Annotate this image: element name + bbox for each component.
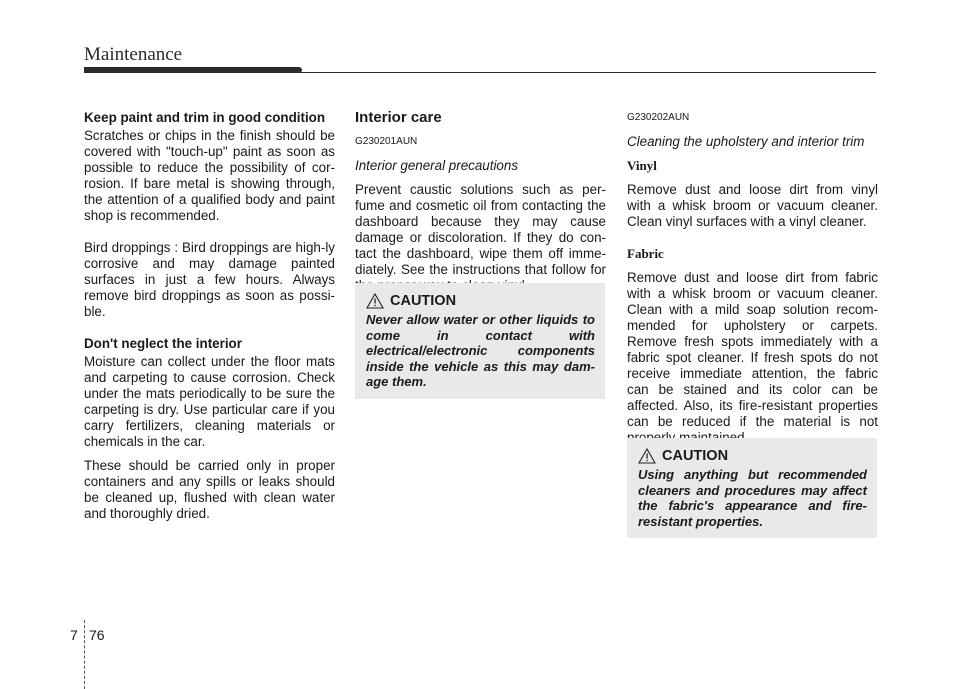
chapter-number: 7 <box>70 627 78 643</box>
paragraph-fabric: Remove dust and loose dirt from fabric with a whisk broom or vacuum cleaner. Clean with a mild soap solution recom-mended for upholstery or carpets. Remove fresh spots immediately with a fabric spot cleaner. If fresh spots do not receive immediate attention, the fabric can be stained and its color can be affected. Also, its fire-resistant properties can be reduced if the material is not <box>627 270 878 429</box>
paragraph-containers: These should be carried only in proper containers and any spills or leaks should be cleaned up, flushed with clean water and thoroughly dried. <box>84 458 335 521</box>
section-code: G230202AUN <box>627 112 690 123</box>
caution-text-cleaners: Using anything but recommended cleaners and procedures may affect the fabric's appearance and fire-resistant properties. <box>638 467 867 529</box>
paragraph-vinyl: Remove dust and loose dirt from vinyl with a whisk broom or vacuum cleaner. Clean vinyl surfaces with a vinyl cleaner. <box>627 182 878 229</box>
footer-divider <box>84 620 86 689</box>
heading-vinyl: Vinyl <box>627 158 657 173</box>
section-title-interior-care: Interior care <box>355 109 442 126</box>
heading-interior: Don't neglect the interior <box>84 336 242 351</box>
column-right <box>627 110 878 454</box>
paragraph-caustic: Prevent caustic solutions such as per-fume and cosmetic oil from contacting the dashboard because they may cause damage or discoloration. If they do con-tact the dashboard, wipe them off imme-diately. See the instructions that follow for <box>355 182 606 277</box>
caution-box-cleaners <box>627 438 877 538</box>
page-header-title: Maintenance <box>84 44 183 65</box>
section-code: G230201AUN <box>355 136 418 147</box>
caution-text-liquids: Never allow water or other liquids to come in contact with electrical/electronic components inside the vehicle as this may dam-age them. <box>366 312 595 389</box>
column-middle <box>355 110 606 302</box>
paragraph-moisture: Moisture can collect under the floor mats and carpeting to cause corrosion. Check under the mats periodically to be sure the carpeting is dry. Use particular care if you carry fertilizers, cleaning materials or chemicals in the car. <box>84 354 335 449</box>
caution-label: CAUTION <box>390 293 457 309</box>
subtitle-general-precautions: Interior general precautions <box>355 158 519 173</box>
column-left <box>84 110 335 530</box>
paragraph-scratches: Scratches or chips in the finish should be covered with "touch-up" paint as soon as possible to reduce the possibility of cor-rosion. If bare metal is showing through, the attention of a qualified body and paint shop is recommended. <box>84 128 335 223</box>
page-number: 76 <box>89 627 105 643</box>
caution-box-liquids <box>355 283 605 399</box>
subtitle-upholstery: Cleaning the upholstery and interior trim <box>627 134 865 149</box>
caution-label: CAUTION <box>662 448 729 464</box>
heading-paint-trim: Keep paint and trim in good condition <box>84 110 326 125</box>
heading-fabric: Fabric <box>627 246 664 261</box>
warning-triangle-icon <box>638 448 656 464</box>
warning-triangle-icon <box>366 293 384 309</box>
header-rule <box>84 72 876 73</box>
paragraph-bird-droppings: Bird droppings : Bird droppings are high-ly corrosive and may damage painted surfaces in just a few hours. Always remove bird droppings as soon as possi-ble. <box>84 240 335 319</box>
